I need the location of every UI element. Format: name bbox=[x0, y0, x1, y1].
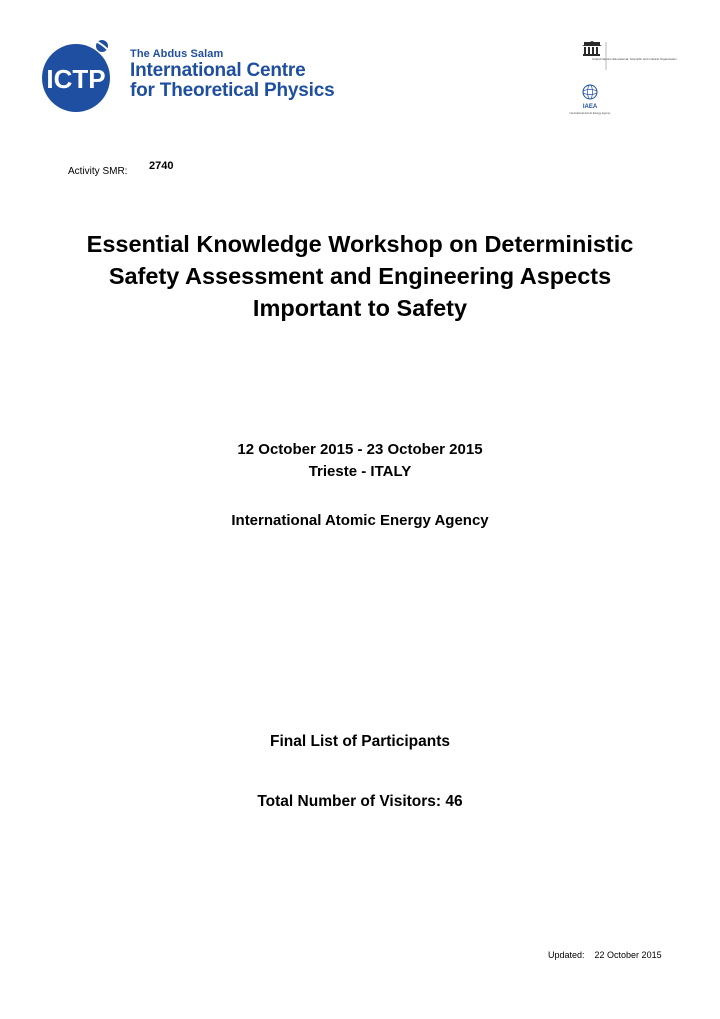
total-visitors: Total Number of Visitors: 46 bbox=[257, 793, 463, 810]
ictp-name-line2: International Centre bbox=[130, 60, 306, 81]
iaea-text: International Atomic Energy Agency bbox=[569, 112, 611, 115]
updated-value: 22 October 2015 bbox=[594, 950, 662, 960]
workshop-title-line2: Safety Assessment and Engineering Aspects bbox=[108, 263, 612, 289]
updated-label: Updated: bbox=[548, 950, 585, 960]
unesco-logo bbox=[566, 40, 677, 118]
workshop-title-line3: Important to Safety bbox=[252, 295, 468, 321]
ictp-acronym: ICTP bbox=[46, 64, 106, 94]
ictp-name-line3: for Theoretical Physics bbox=[130, 80, 335, 101]
updated-date bbox=[548, 950, 662, 960]
unesco-text: United Nations Educational, Scientific and Cultural Organization bbox=[592, 57, 677, 61]
ictp-logo bbox=[38, 38, 338, 118]
event-organizer: International Atomic Energy Agency bbox=[231, 512, 489, 529]
ictp-logo-mark bbox=[38, 38, 120, 118]
workshop-title bbox=[40, 228, 680, 324]
event-dates: 12 October 2015 - 23 October 2015 bbox=[237, 441, 483, 458]
iaea-logo bbox=[570, 85, 612, 115]
list-title: Final List of Participants bbox=[270, 733, 450, 750]
workshop-title-line1: Essential Knowledge Workshop on Deterministic bbox=[86, 231, 634, 257]
partner-logos bbox=[566, 40, 677, 118]
event-location: Trieste - ITALY bbox=[308, 463, 412, 480]
iaea-label: IAEA bbox=[582, 104, 598, 110]
ictp-name-line1: The Abdus Salam bbox=[130, 48, 224, 60]
ictp-name bbox=[130, 48, 334, 101]
activity-smr-label: Activity SMR: bbox=[68, 166, 128, 177]
event-info bbox=[60, 439, 660, 483]
activity-smr-value: 2740 bbox=[149, 160, 174, 172]
